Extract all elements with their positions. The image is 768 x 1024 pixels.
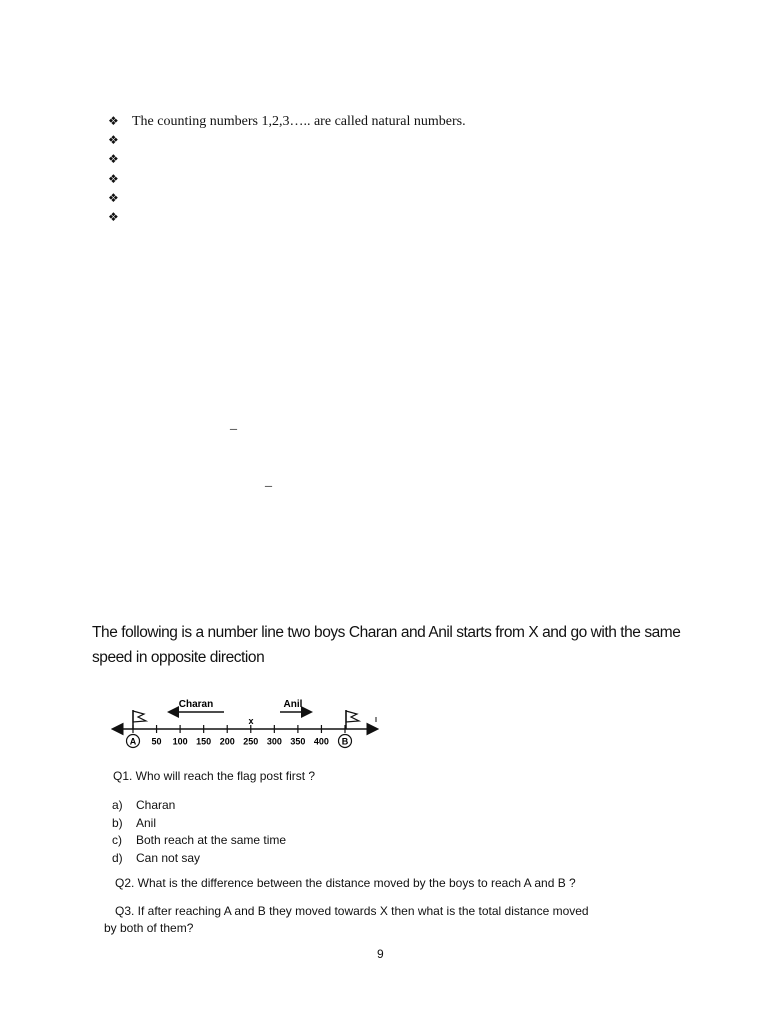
diamond-bullet-icon: ❖ <box>108 171 119 186</box>
point-a-marker <box>127 735 140 748</box>
option-letter: d) <box>112 850 123 865</box>
charan-label: Charan <box>178 699 214 710</box>
option-item <box>112 815 286 833</box>
option-item <box>112 797 286 815</box>
tick-label: 350 <box>290 736 306 747</box>
tick-label: 100 <box>172 736 188 747</box>
bullet-item <box>108 170 708 189</box>
stray-mark: _ <box>265 474 272 489</box>
anil-label: Anil <box>283 699 303 710</box>
point-b-label: B <box>341 736 349 747</box>
option-text: Both reach at the same time <box>136 833 287 847</box>
question-1-options <box>112 797 286 867</box>
bullet-item <box>108 208 708 227</box>
flag-b-icon <box>346 710 359 729</box>
question-1: Q1. Who will reach the flag post first ? <box>113 769 316 783</box>
number-line-figure <box>100 692 390 752</box>
option-item <box>112 832 286 850</box>
diamond-bullet-icon: ❖ <box>108 190 119 205</box>
tick-label: 200 <box>219 736 235 747</box>
option-item <box>112 850 286 868</box>
diamond-bullet-icon: ❖ <box>108 209 119 224</box>
bullet-list <box>108 112 708 227</box>
option-letter: c) <box>112 833 122 847</box>
diamond-bullet-icon: ❖ <box>108 114 119 128</box>
option-letter: a) <box>112 798 123 812</box>
bullet-item <box>108 150 708 169</box>
intro-paragraph: The following is a number line two boys Charan and Anil starts from X and go with the same speed in opposite direction <box>92 624 681 666</box>
tick-labels <box>152 737 329 747</box>
flag-a-icon <box>133 710 146 729</box>
page-number: 9 <box>377 947 384 961</box>
bullet-item <box>108 189 708 208</box>
option-letter: b) <box>112 815 123 830</box>
option-text: Charan <box>136 798 176 812</box>
question-2: Q2. What is the difference between the distance moved by the boys to reach A and B ? <box>115 876 576 890</box>
diamond-bullet-icon: ❖ <box>108 152 119 167</box>
tick-label: 250 <box>243 736 259 747</box>
x-point-label: x <box>248 716 254 726</box>
option-text: Anil <box>136 815 157 830</box>
bullet-item <box>108 112 708 131</box>
diamond-bullet-icon: ❖ <box>108 133 119 148</box>
tick-label: 50 <box>151 736 162 747</box>
tick-label: 150 <box>196 736 212 747</box>
tick-label: 300 <box>266 736 282 747</box>
stray-mark: _ <box>230 417 237 432</box>
point-b-marker <box>339 735 352 748</box>
bullet-item <box>108 131 708 150</box>
bullet-text: The counting numbers 1,2,3….. are called natural numbers. <box>132 114 466 129</box>
question-3-line-1: Q3. If after reaching A and B they moved towards X then what is the total distance moved <box>115 904 589 918</box>
option-text: Can not say <box>136 850 201 865</box>
question-3-line-2: by both of them? <box>104 921 194 935</box>
point-a-label: A <box>129 736 137 747</box>
tick-label: 400 <box>313 736 329 747</box>
